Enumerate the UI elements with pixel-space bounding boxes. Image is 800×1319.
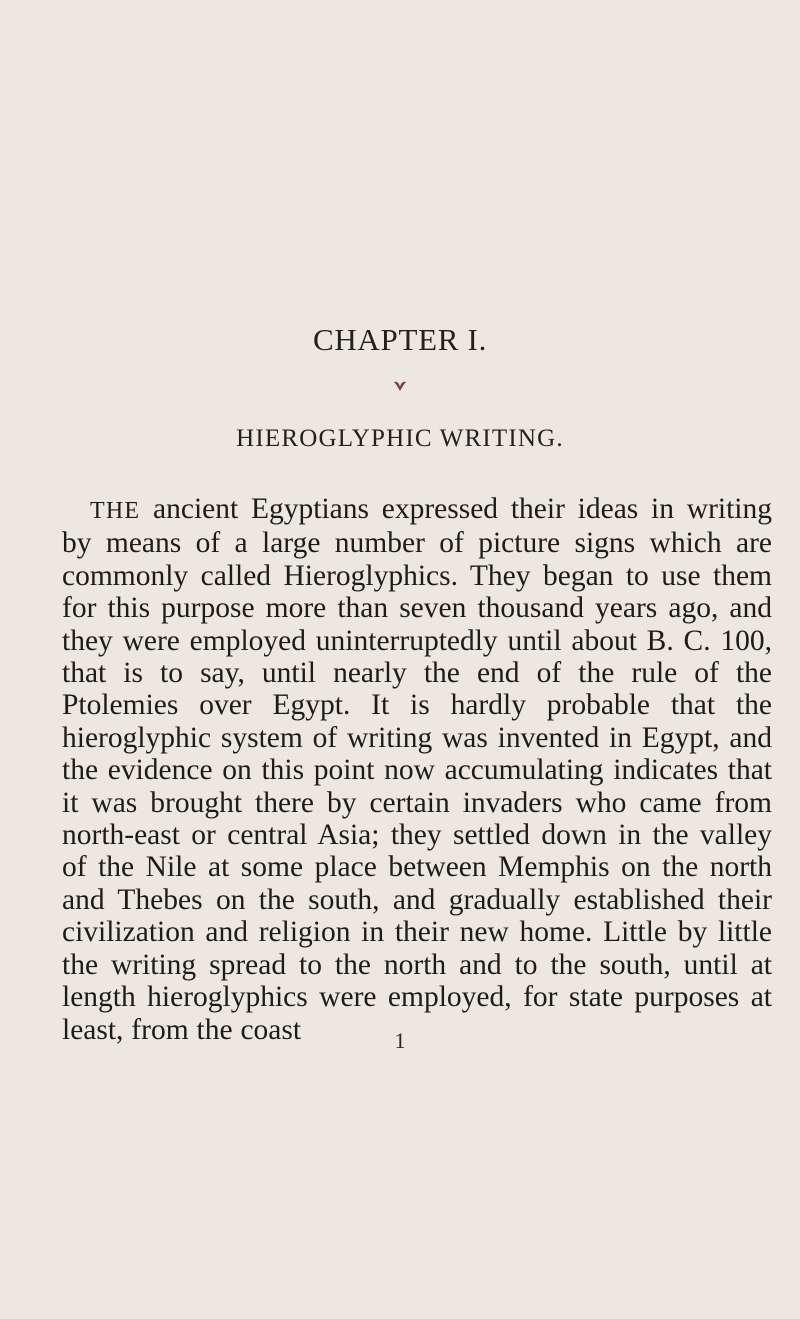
page-number: 1 [394, 1028, 406, 1053]
leaf-ornament-icon [392, 379, 408, 393]
chapter-heading: CHAPTER I. [312, 322, 488, 357]
main-paragraph [62, 493, 772, 1046]
leaf-ornament-icon-svg [392, 379, 408, 393]
paragraph-text [62, 493, 772, 1046]
paragraph-lead-word: THE [90, 498, 141, 524]
paragraph-body-text: ancient Egyptians expressed their ideas in writing by means of a large number of picture signs which are commonly called Hieroglyphics. They began to use them for this purpose more than seven thousand years ago, and they were employed uninterruptedly until about B. C. 100, that is to say, until nearly the end of the rule of the Ptolemies over Egypt. It is hardly probable that the hieroglyphic system of writing was invented in Egypt, and the evidence on this point now accumulating indicates that it was brought there by certain invaders who came from north-east or central Asia; they settled down in the valley of the Nile at some place between Memphis on the north and Thebes on the south, and gradually established their civilization and religion in their new home. Little by little the writing spread to the north and to the south, until at length hieroglyphics were employed, for state purposes at least, from the coast [62, 493, 772, 1046]
section-heading: HIEROGLYPHIC WRITING. [236, 425, 564, 452]
